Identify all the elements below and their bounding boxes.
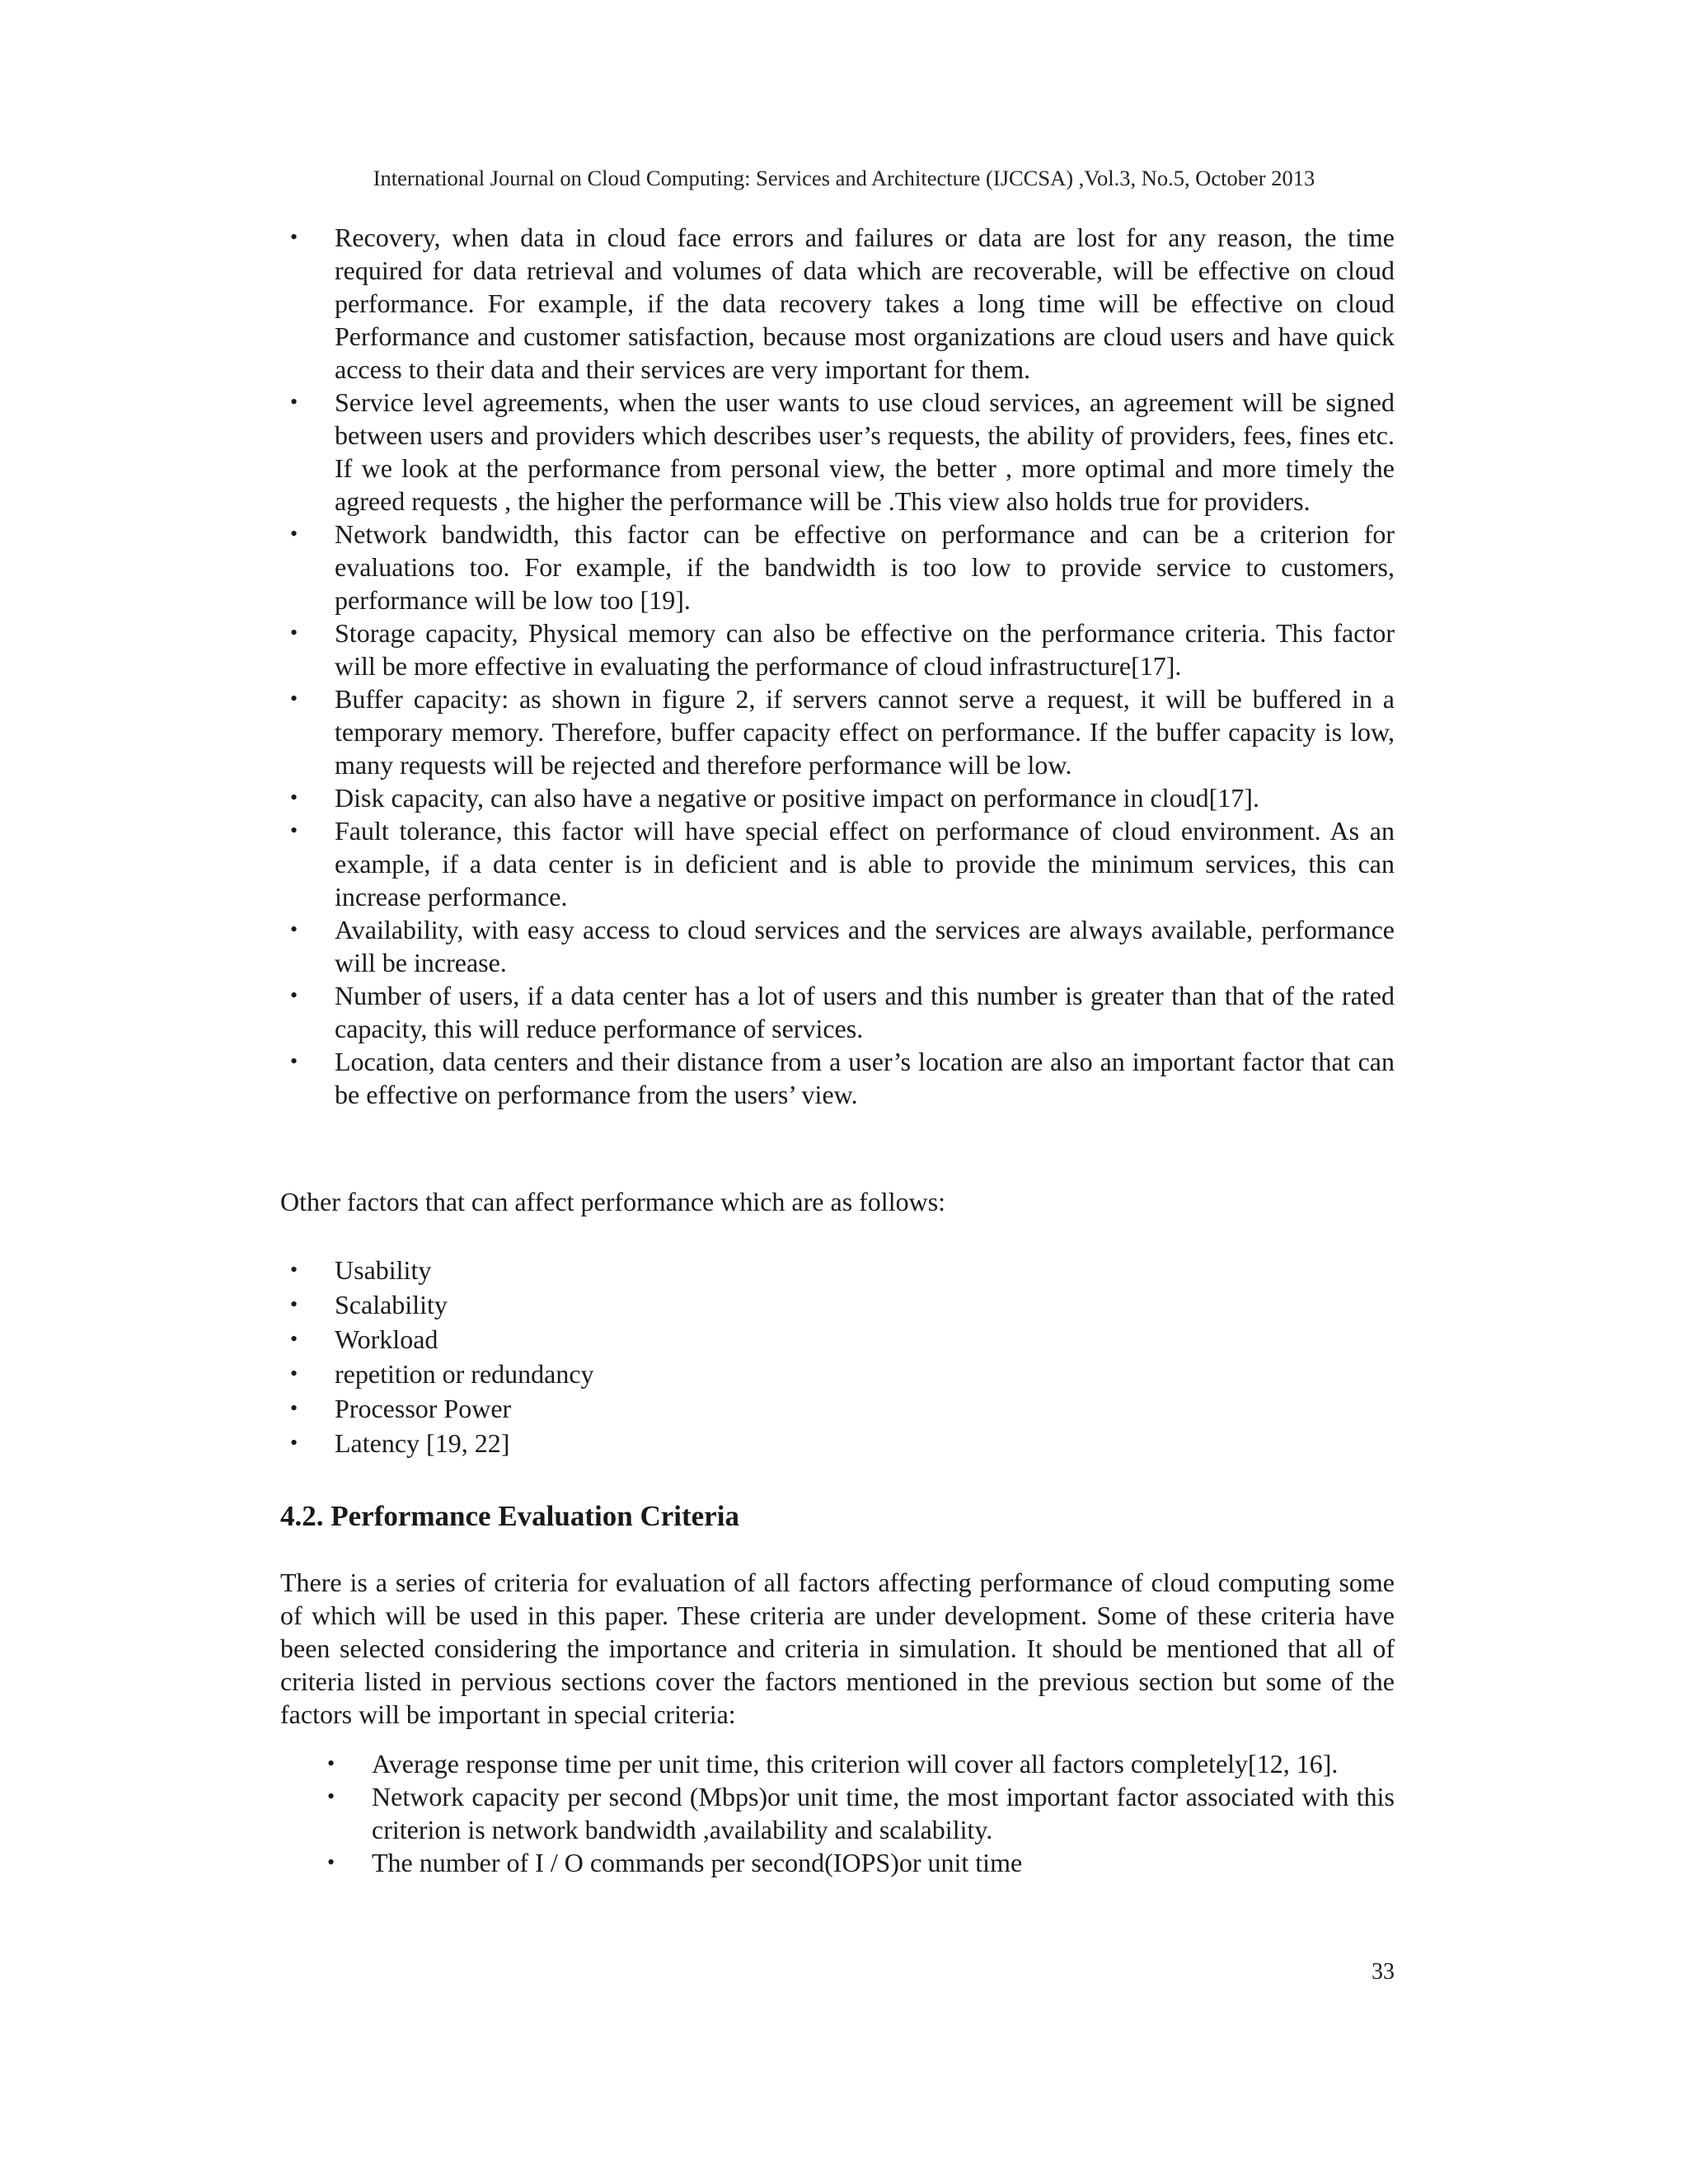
page-number: 33 — [1372, 1959, 1395, 1985]
list-item — [280, 1253, 1395, 1287]
journal-header: International Journal on Cloud Computing: Services and Architecture (IJCCSA) ,Vol.3, No.5, October 2013 — [373, 166, 1315, 190]
bullet-icon: • — [290, 983, 298, 1007]
list-item-text: Number of users, if a data center has a lot of users and this number is greater than that of the rated capacity, this will reduce performance of services. — [335, 981, 1395, 1043]
list-item-text: Recovery, when data in cloud face errors and failures or data are lost for any reason, the time required for data retrieval and volumes of data which are recoverable, will be effective on cloud performance. For example, if the data recovery takes a long time will be effective on cloud Performance and customer satisfaction, because most organizations are cloud users and have quick access to their data and their services are very important for them. — [335, 223, 1395, 384]
list-item — [280, 913, 1395, 979]
bullet-icon: • — [290, 1258, 298, 1282]
list-item-text: The number of I / O commands per second(IOPS)or unit time — [372, 1848, 1023, 1877]
list-item-text: Processor Power — [335, 1394, 512, 1423]
list-item-text: Latency [19, 22] — [335, 1428, 510, 1458]
list-item-text: Average response time per unit time, this criterion will cover all factors completely[12, 16]. — [372, 1749, 1339, 1779]
section-paragraph: There is a series of criteria for evaluation of all factors affecting performance of cloud computing some of which will be used in this paper. These criteria are under development. Some of these criteria have been selected considering the importance and criteria in simulation. It should be mentioned that all of criteria listed in pervious sections cover the factors mentioned in the previous section but some of the factors will be important in special criteria: — [280, 1568, 1395, 1729]
list-item — [280, 1322, 1395, 1357]
list-item — [280, 518, 1395, 616]
list-item — [280, 979, 1395, 1045]
performance-factors-list — [280, 221, 1395, 1111]
bullet-icon: • — [290, 390, 298, 414]
list-item — [280, 1426, 1395, 1460]
list-item-text: Disk capacity, can also have a negative or positive impact on performance in cloud[17]. — [335, 783, 1259, 813]
bullet-icon: • — [290, 225, 298, 249]
list-item-text: Scalability — [335, 1290, 448, 1319]
list-item — [280, 221, 1395, 386]
list-item — [280, 1391, 1395, 1426]
list-item-text: Workload — [335, 1324, 438, 1354]
bullet-icon: • — [290, 1361, 298, 1385]
list-item-text: Network bandwidth, this factor can be effective on performance and can be a criterion for evaluations too. For example, if the bandwidth is too low to provide service to customers, performance will be low too [19]. — [335, 519, 1395, 615]
bullet-icon: • — [290, 621, 298, 644]
bullet-icon: • — [290, 1049, 298, 1073]
bullet-icon: • — [327, 1751, 335, 1775]
list-item-text: Availability, with easy access to cloud services and the services are always available, performance will be increase. — [335, 915, 1395, 977]
bullet-icon: • — [327, 1784, 335, 1808]
list-item — [280, 682, 1395, 781]
bullet-icon: • — [290, 1292, 298, 1316]
list-item-text: Fault tolerance, this factor will have special effect on performance of cloud environment. As an example, if a data center is in deficient and is able to provide the minimum services, this can increase performance. — [335, 816, 1395, 912]
evaluation-criteria-list — [317, 1747, 1395, 1879]
bullet-icon: • — [290, 785, 298, 809]
list-item — [280, 1357, 1395, 1391]
list-item — [280, 386, 1395, 518]
list-item — [280, 616, 1395, 682]
list-item — [317, 1780, 1395, 1846]
bullet-icon: • — [327, 1850, 335, 1874]
bullet-icon: • — [290, 1431, 298, 1455]
list-item-text: Location, data centers and their distance from a user’s location are also an important factor that can be effective on performance from the users’ view. — [335, 1047, 1395, 1109]
bullet-icon: • — [290, 818, 298, 842]
list-item — [317, 1747, 1395, 1780]
list-item — [280, 1287, 1395, 1322]
list-item-text: repetition or redundancy — [335, 1359, 594, 1389]
bullet-icon: • — [290, 917, 298, 941]
list-item-text: Network capacity per second (Mbps)or unit time, the most important factor associated with this criterion is network bandwidth ,availability and scalability. — [372, 1782, 1395, 1844]
other-factors-intro: Other factors that can affect performance which are as follows: — [280, 1187, 946, 1216]
other-factors-list — [280, 1253, 1395, 1460]
bullet-icon: • — [290, 687, 298, 710]
bullet-icon: • — [290, 1327, 298, 1351]
list-item — [317, 1846, 1395, 1879]
list-item — [280, 1045, 1395, 1111]
list-item-text: Buffer capacity: as shown in figure 2, if servers cannot serve a request, it will be buffered in a temporary memory. Therefore, buffer capacity effect on performance. If the buffer capacity is low, many requests will be rejected and therefore performance will be low. — [335, 684, 1395, 780]
bullet-icon: • — [290, 522, 298, 546]
list-item — [280, 814, 1395, 913]
section-heading: 4.2. Performance Evaluation Criteria — [280, 1500, 739, 1532]
list-item-text: Service level agreements, when the user wants to use cloud services, an agreement will be signed between users and providers which describes user’s requests, the ability of providers, fees, fines etc. If we look at the performance from personal view, the better , more optimal and more timely the agreed requests , the higher the performance will be .This view also holds true for providers. — [335, 387, 1395, 516]
bullet-icon: • — [290, 1396, 298, 1420]
list-item-text: Storage capacity, Physical memory can also be effective on the performance criteria. This factor will be more effective in evaluating the performance of cloud infrastructure[17]. — [335, 618, 1395, 681]
list-item-text: Usability — [335, 1255, 432, 1285]
list-item — [280, 781, 1395, 814]
